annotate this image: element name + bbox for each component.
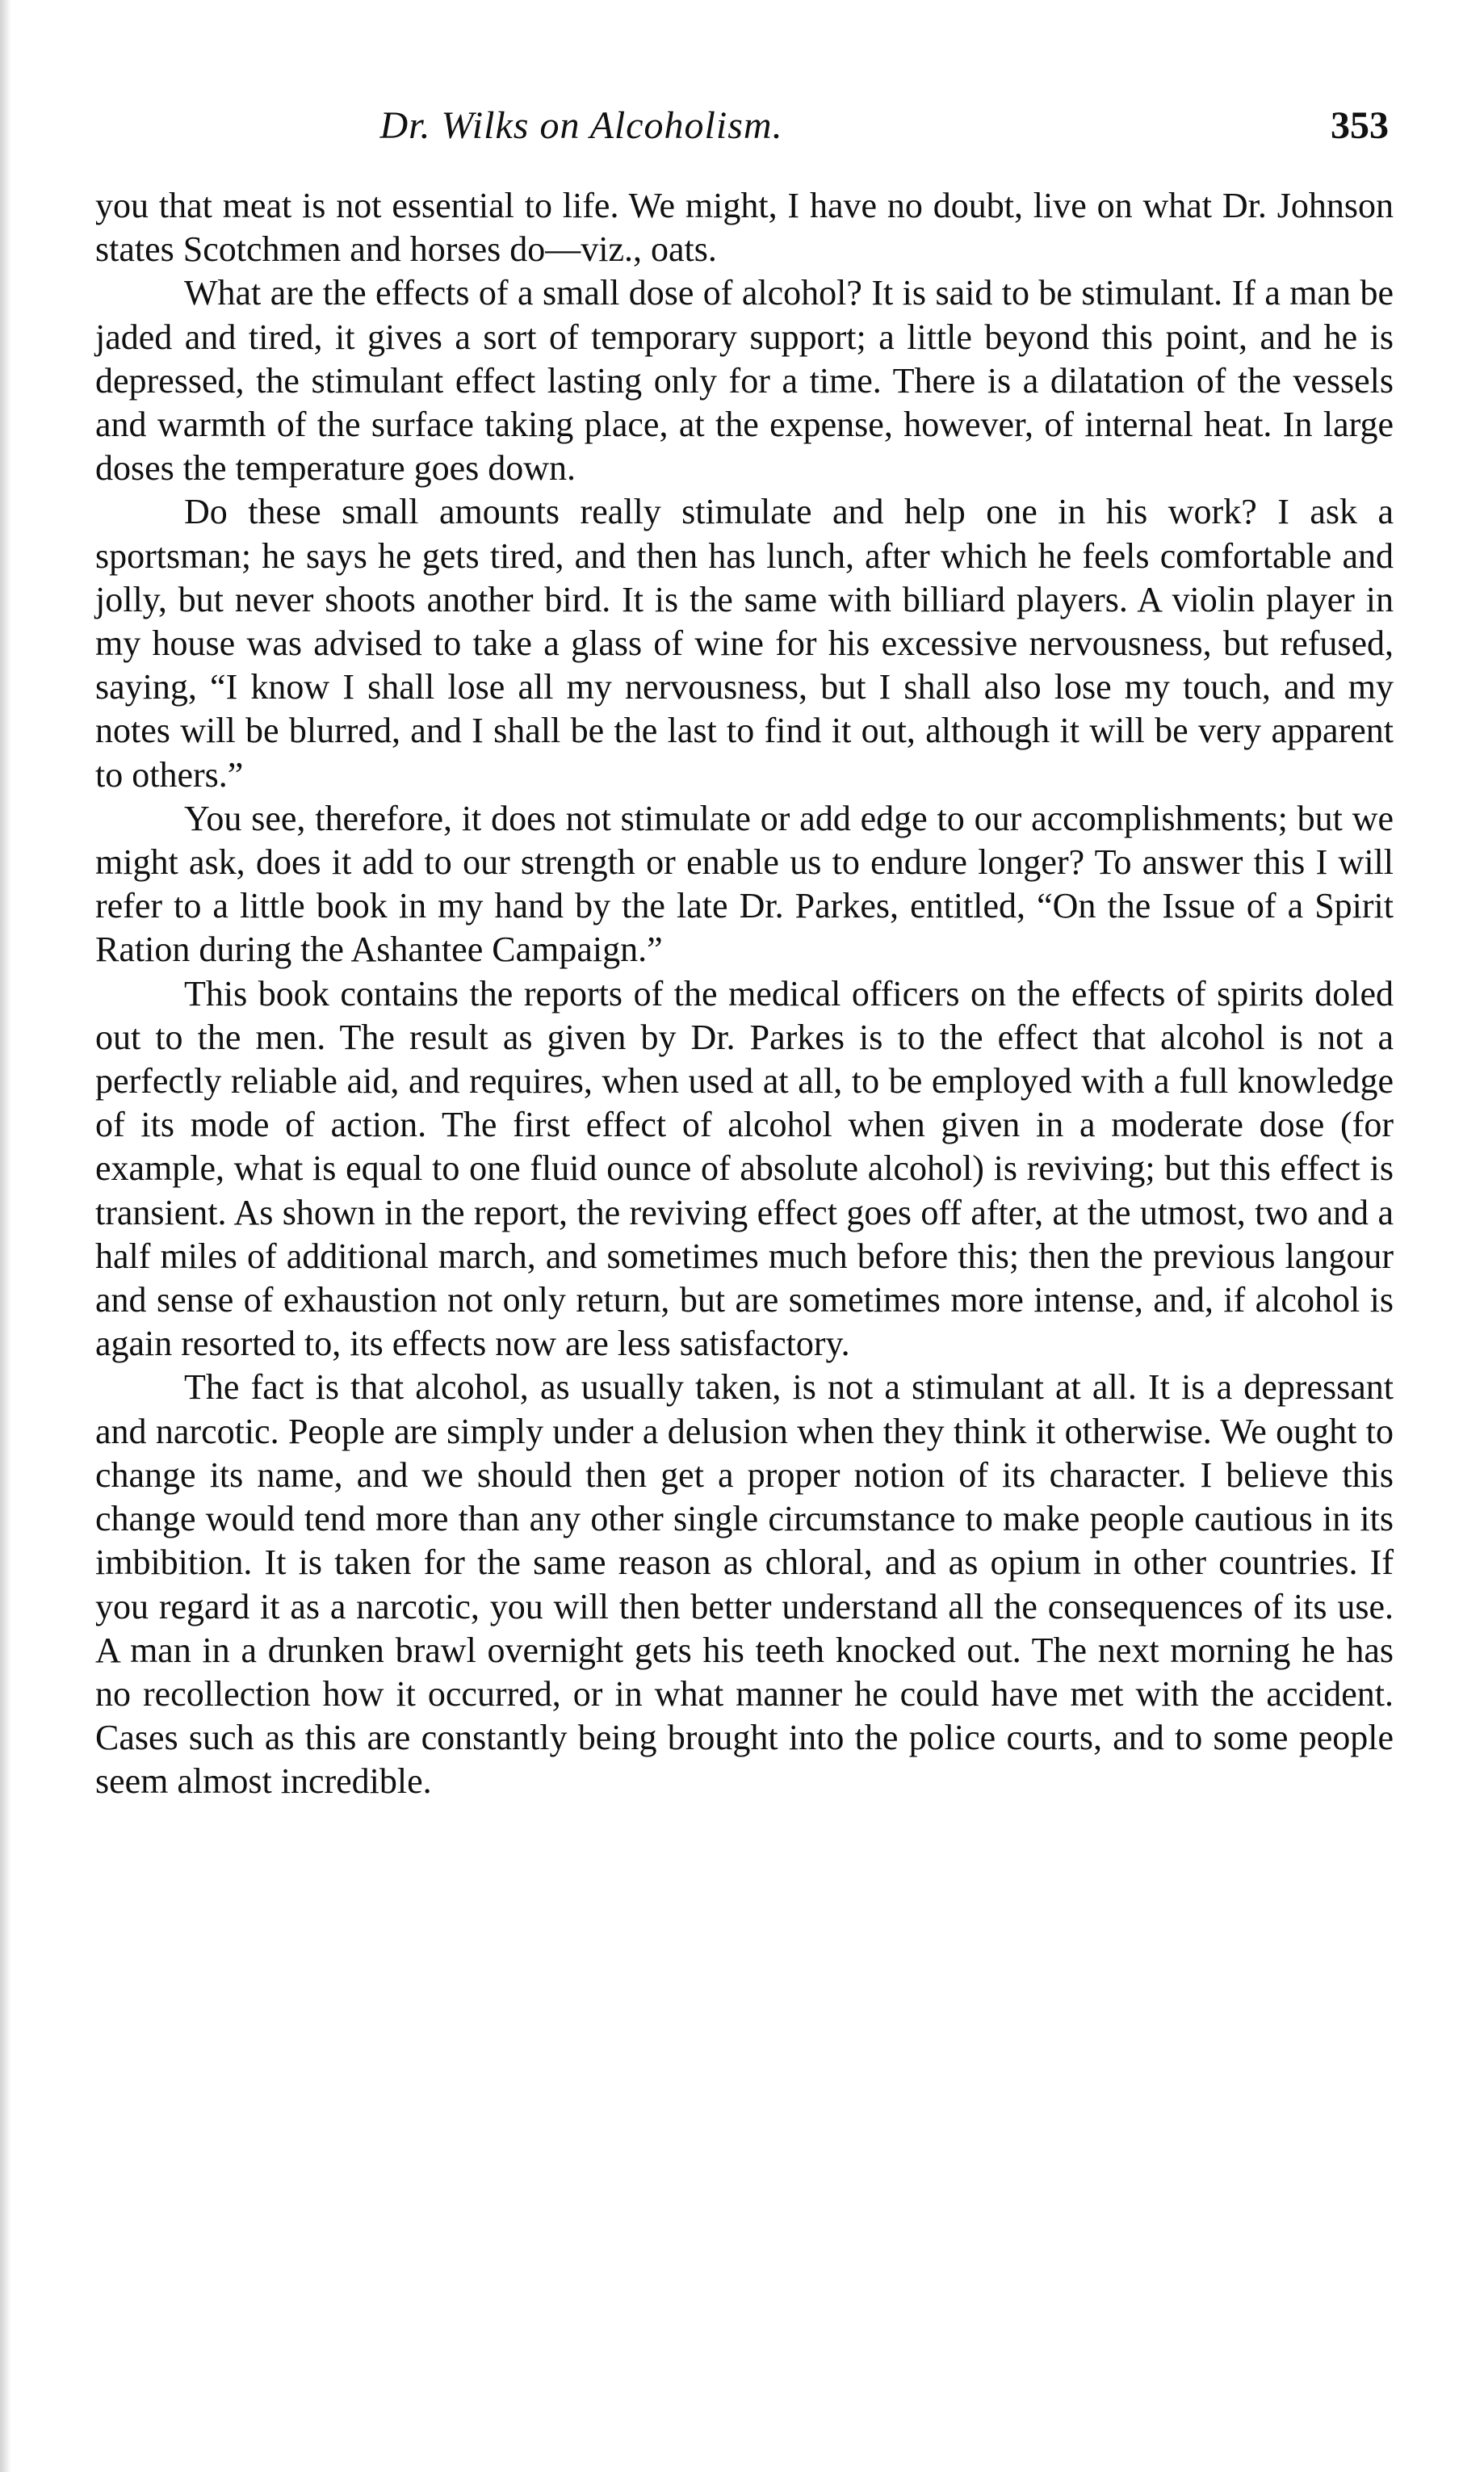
paragraph-4: You see, therefore, it does not stimulate or add edge to our accomplishments; but we might ask, does it add to our strength or enable us to endure longer? To answer this I will refer to a little book in my hand by the late Dr. Parkes, entitled, “On the Issue of a Spirit Ration during the Ashantee Campaign.” — [95, 798, 1394, 970]
paragraph-6: The fact is that alcohol, as usually taken, is not a stimulant at all. It is a depressant and narcotic. People are simply under a delusion when they think it otherwise. We ought to change its name, and we should then get a proper notion of its character. I believe this change would tend more than any other single circumstance to make people cautious in its imbibition. It is taken for the same reason as chloral, and as opium in other countries. If you regard it as a narcotic, you will then better understand all the consequences of its use. A man in a drunken brawl overnight gets his teeth knocked out. The next morning he has no recollection how it occurred, or in what manner he could have met with the accident. Cases such as this are constantly being brought into the police courts, and to some people seem almost incredible. — [95, 1367, 1394, 1802]
page-number: 353 — [1331, 104, 1389, 147]
paragraph-3: Do these small amounts really stimulate and help one in his work? I ask a sportsman; he says he gets tired, and then has lunch, after which he feels comfortable and jolly, but never shoots another bird. It is the same with billiard players. A violin player in my house was advised to take a glass of wine for his excessive nervousness, but refused, saying, “I know I shall lose all my nervousness, but I shall also lose my touch, and my notes will be blurred, and I shall be the last to find it out, although it will be very apparent to others.” — [95, 492, 1394, 795]
running-title: Dr. Wilks on Alcoholism. — [379, 104, 783, 147]
page-edge-shadow — [0, 0, 11, 2472]
paragraph-1: you that meat is not essential to life. We might, I have no doubt, live on what Dr. Johnson states Scotchmen and horses do—viz., oats. — [95, 186, 1394, 270]
paragraph-5: This book contains the reports of the medical officers on the effects of spirits doled out to the men. The result as given by Dr. Parkes is to the effect that alcohol is not a perfectly reliable aid, and requires, when used at all, to be employed with a full knowledge of its mode of action. The first effect of alcohol when given in a moderate dose (for example, what is equal to one fluid ounce of absolute alcohol) is reviving; but this effect is transient. As shown in the report, the reviving effect goes off after, at the utmost, two and a half miles of additional march, and sometimes much before this; then the previous langour and sense of exhaustion not only return, but are sometimes more intense, and, if alcohol is again resorted to, its effects now are less satisfactory. — [95, 973, 1394, 1364]
paragraph-2: What are the effects of a small dose of alcohol? It is said to be stimulant. If a man be jaded and tired, it gives a sort of temporary support; a little beyond this point, and he is depressed, the stimulant effect lasting only for a time. There is a dilatation of the vessels and warmth of the surface taking place, at the expense, however, of internal heat. In large doses the temperature goes down. — [95, 273, 1394, 489]
running-head — [97, 103, 1389, 160]
body-text — [95, 184, 1394, 1804]
